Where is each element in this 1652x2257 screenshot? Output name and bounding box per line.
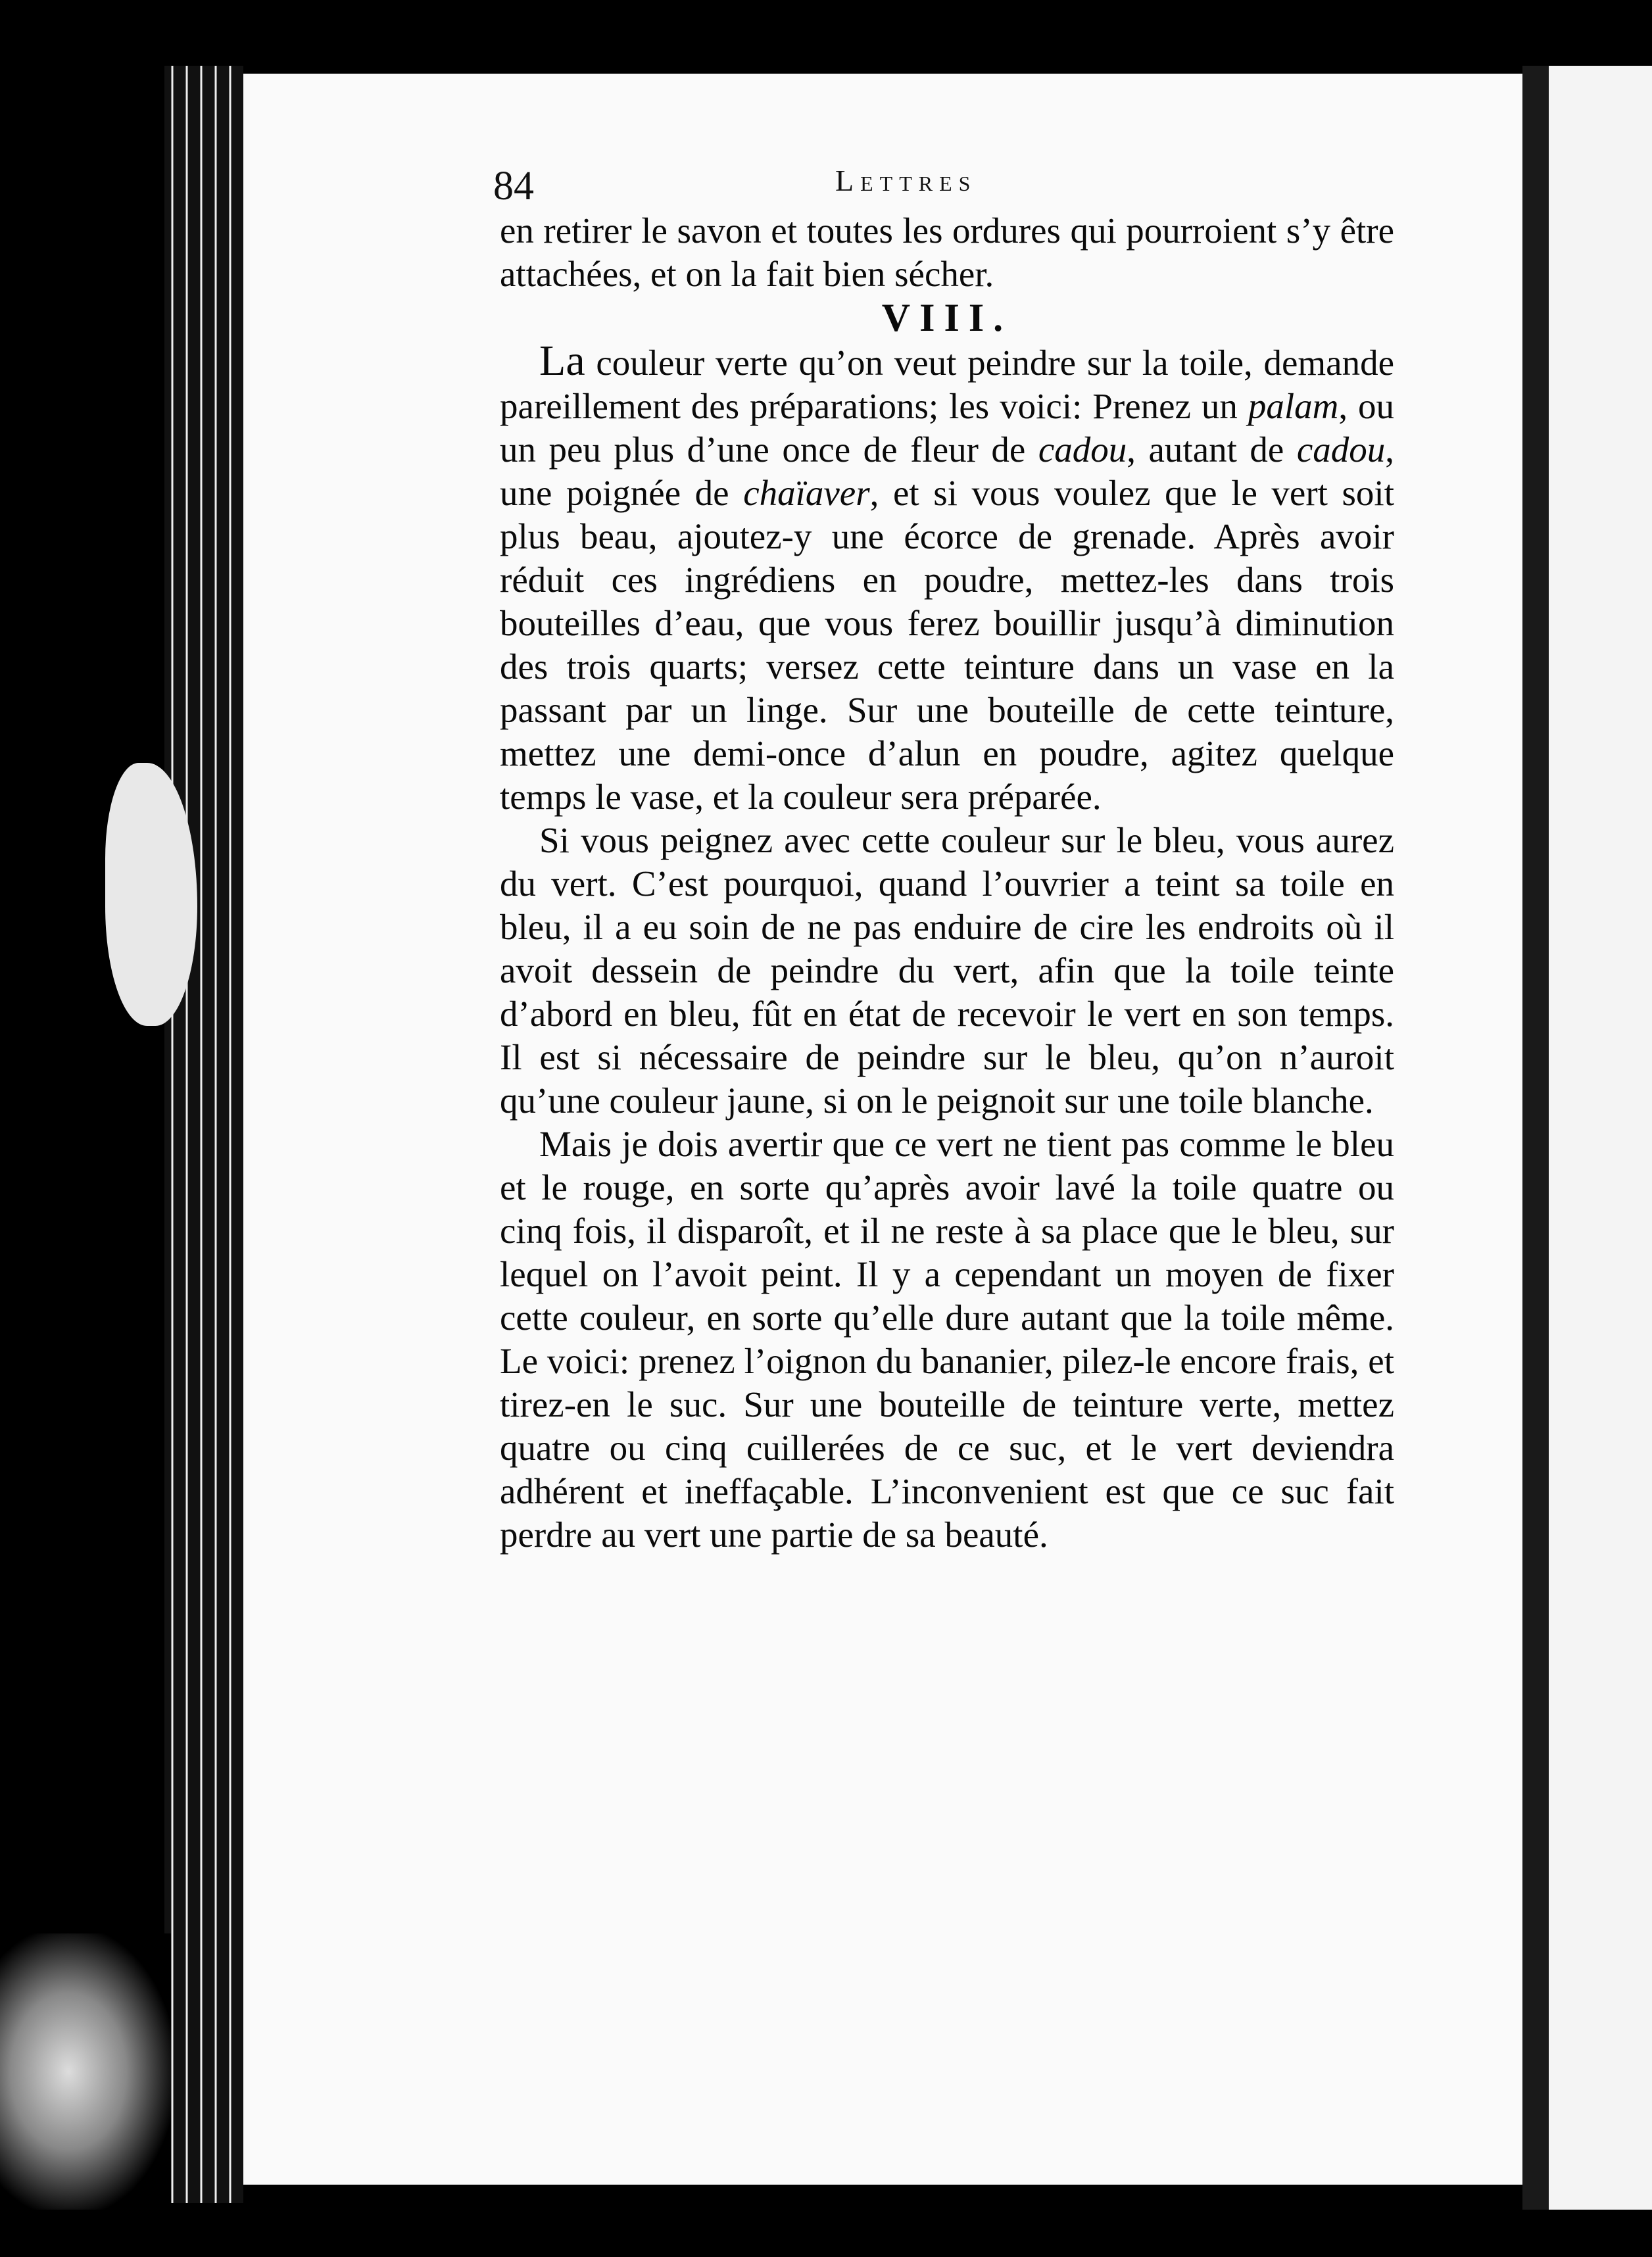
paragraph-text: , une poignée de (500, 429, 1395, 513)
page-text (500, 209, 1394, 1557)
paragraph-1 (500, 339, 1394, 819)
section-heading: VIII. (881, 296, 1013, 339)
italic-term: cadou (1296, 429, 1386, 470)
paragraph-2: Si vous peignez avec cette couleur sur le bleu, vous aurez du vert. C’est pourquoi, quand l’ouvrier a teint sa toile en bleu, il a eu soin de ne pas enduire de cire les endroits où il avoit dessein de peindre du vert, afin que la toile teinte d’abord en bleu, fût en état de recevoir le vert en son temps. Il est si nécessaire de peindre sur le bleu, qu’on n’auroit qu’une couleur jaune, si on le peignoit sur une toile blanche. (500, 820, 1394, 1121)
running-title: Lettres (835, 164, 977, 197)
adjacent-page-edge (1549, 66, 1652, 2210)
book-binding (164, 66, 243, 2203)
paragraph-text: , autant de (1127, 429, 1297, 470)
paragraph-text: , ou un peu plus d’une once de fleur de (500, 386, 1394, 470)
italic-term: palam (1248, 386, 1339, 426)
page-number: 84 (493, 164, 534, 208)
paragraph-text: couleur verte qu’on veut peindre sur la toile, demande pareillement des préparations; les voici: Prenez un (500, 343, 1394, 426)
paragraph-lead-word: La (539, 337, 585, 385)
continuation-paragraph: en retirer le savon et toutes les ordures qui pourroient s’y être attachées, et on la fait bien sécher. (500, 210, 1394, 294)
corner-damage-mark (0, 1933, 171, 2210)
italic-term: chaïaver (743, 473, 870, 513)
gutter-shadow (1522, 66, 1549, 2210)
page-header (493, 163, 1401, 216)
italic-term: cadou (1038, 429, 1127, 470)
paragraph-3: Mais je dois avertir que ce vert ne tient pas comme le bleu et le rouge, en sorte qu’après avoir lavé la toile quatre ou cinq fois, il disparoît, et il ne reste à sa place que le bleu, sur lequel on l’avoit peint. Il y a cependant un moyen de fixer cette couleur, en sorte qu’elle dure autant que la toile même. Le voici: prenez l’oignon du bananier, pilez-le encore frais, et tirez-en le suc. Sur une bouteille de teinture verte, mettez quatre ou cinq cuillerées de ce suc, et le vert deviendra adhérent et ineffaçable. L’inconvenient est que ce suc fait perdre au vert une partie de sa beauté. (500, 1124, 1394, 1555)
paragraph-text: , et si vous voulez que le vert soit plus beau, ajoutez-y une écorce de grenade. Après avoir réduit ces ingrédiens en poudre, mettez-les dans trois bouteilles d’eau, que vous ferez bouillir jusqu’à diminution des trois quarts; versez cette teinture dans un vase en la passant par un linge. Sur une bouteille de cette teinture, mettez une demi-once d’alun en poudre, agitez quelque temps le vase, et la couleur sera préparée. (500, 473, 1394, 817)
